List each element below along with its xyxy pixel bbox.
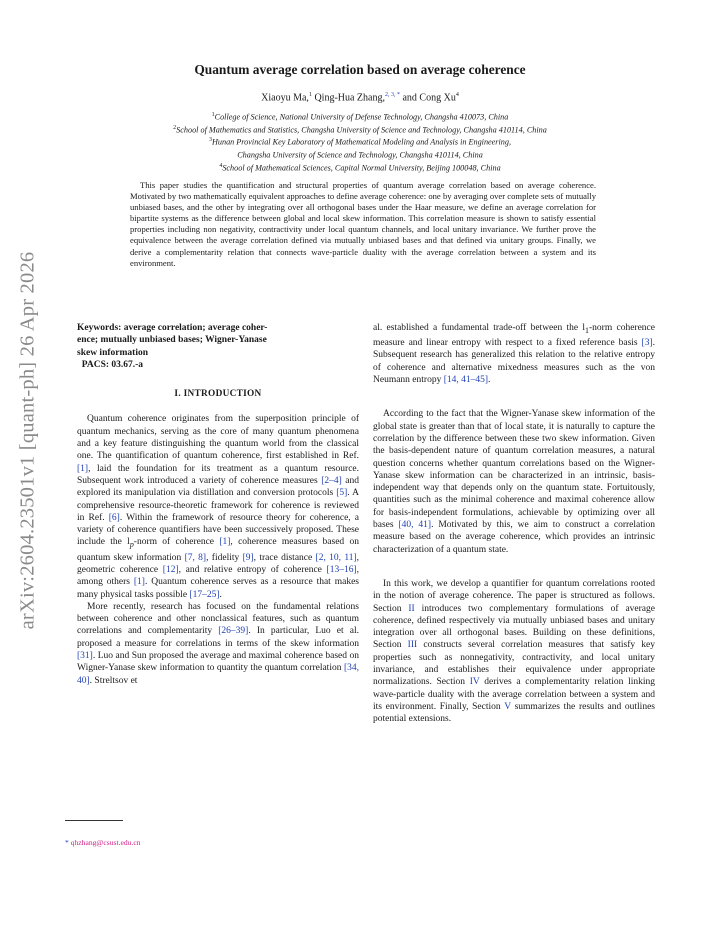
corresponding-email-link[interactable]: qhzhang@csust.edu.cn (70, 838, 141, 847)
citation-link[interactable]: [31] (77, 651, 93, 662)
author-affil-sup: 1 (308, 92, 312, 98)
intro-paragraph-5: In this work, we develop a quantifier for quantum correlations rooted in the notion of average coherence. The paper is structured as follows. Section II introduces two complementary formulations of average coherence, defined respectively via mutually unbiased bases and unitary integration over all orthogonal bases. Building on these definitions, Section III constructs several correlation measures that satisfy key properties such as nonnegativity, contractivity, and local unitary invariance, and establishes their equivalence under appropriate normalizations. Section IV derives a complementarity relation linking wave-particle duality with the average correlation between a system and its environment. Finally, Section V summarizes the results and outlines potential extensions. (373, 578, 655, 725)
citation-link[interactable]: [34, 40] (77, 663, 359, 686)
arxiv-identifier: arXiv:2604.23501v1 [quant-ph] 26 Apr 2026 (16, 251, 39, 629)
section-link[interactable]: V (504, 701, 511, 712)
citation-link[interactable]: [40, 41] (398, 520, 432, 531)
keywords-line: ence; mutually unbiased bases; Wigner-Yanase (77, 335, 267, 346)
section-heading-introduction: I. INTRODUCTION (174, 389, 262, 400)
citation-link[interactable]: [5] (336, 488, 348, 499)
citation-link[interactable]: [1] (133, 577, 145, 588)
arxiv-sidebar-stamp (6, 210, 50, 670)
citation-link[interactable]: [14, 41–45] (443, 375, 489, 386)
paper-title: Quantum average correlation based on average coherence (194, 62, 526, 77)
affiliation: $^3$Hunan Provincial Key Laboratory of Mathematical Modeling and Analysis in Engineering, (208, 137, 512, 148)
keywords-block (77, 322, 359, 371)
intro-paragraph-2: More recently, research has focused on the fundamental relations between coherence and other nonclassical features, such as quantum correlations and complementarity [26–39]. In particular, Luo et al. proposed a measure for correlations in terms of the skew information [31]. Luo and Sun proposed the average and maximal coherence based on Wigner-Yanase skew information to quantity the quantum correlation [34, 40]. Streltsov et (77, 601, 359, 686)
citation-link[interactable]: [2, 10, 11] (315, 552, 357, 563)
intro-paragraph-4: According to the fact that the Wigner-Yanase skew information of the global state is greater than that of local state, it is naturally to capture the correlation by the difference between these two skew information. Given the basis-dependent nature of quantum correlation measures, a natural question concerns whether quantum correlations based on the Wigner-Yanase skew information can be characterized in an intrinsic, basis-independent way that depends only on the quantum state. Fortuitously, quantities such as the minimal coherence and maximal coherence allow for basis-independent formulations, achievable by optimizing over all bases [40, 41]. Motivated by this, we aim to construct a correlation measure based on the average coherence, which provides an intrinsic characterization of a quantum state. (373, 409, 655, 555)
citation-link[interactable]: [13–16] (326, 564, 357, 575)
intro-paragraph-1: Quantum coherence originates from the superposition principle of quantum mechanics, serving as the core of many quantum phenomena and a key feature distinguishing the quantum world from the classical one. The quantification of quantum coherence, first established in Ref. [1], laid the foundation for its treatment as a quantum resource. Subsequent work introduced a variety of coherence measures [2–4] and explored its manipulation via distillation and conversion protocols [5]. A comprehensive resource-theoretic framework for coherence is reviewed in Ref. [6]. Within the framework of resource theory for coherence, a variety of coherence quantifiers have been successively proposed. These include the $l_p$-norm of coherence [1], coherence measures based on quantum skew information [7, 8], fidelity [9], trace distance [2, 10, 11], geometric coherence [12], and relative entropy of coherence [13–16], among others [1]. Quantum coherence serves as a resource that makes many physical tasks possible [17–25]. (77, 414, 360, 600)
affiliation: Changsha University of Science and Technology, Changsha 410114, China (237, 150, 483, 160)
citation-link[interactable]: [7, 8] (184, 552, 207, 563)
footnote-mark: * (65, 838, 69, 847)
citation-link[interactable]: [1] (77, 463, 89, 474)
affiliation: $^4$School of Mathematical Sciences, Capital Normal University, Beijing 100048, China (219, 162, 501, 173)
citation-link[interactable]: [3] (641, 338, 653, 349)
citation-link[interactable]: [26–39] (218, 626, 249, 637)
section-link[interactable]: II (408, 603, 415, 614)
citation-link[interactable]: [2–4] (321, 475, 342, 486)
affiliation-list (80, 110, 640, 174)
pacs-line: PACS: 03.67.-a (81, 359, 144, 370)
intro-paragraph-3: al. established a fundamental trade-off between the $l_1$-norm coherence measure and linear entropy with respect to a fixed reference basis [3]. Subsequent research has generalized this relation to the relative entropy of coherence and alternative mixedness measures such as the von Neumann entropy [14, 41–45]. (373, 323, 655, 386)
abstract (130, 180, 596, 269)
citation-link[interactable]: [9] (242, 552, 254, 563)
citation-link[interactable]: [12] (162, 564, 179, 575)
author-name: and Cong Xu (399, 92, 456, 104)
keywords-line: Keywords: average correlation; average coher- (77, 323, 268, 333)
abstract-text: This paper studies the quantification and structural properties of quantum average correlation based on average coherence. Motivated by two mathematically equivalent approaches to define average coherence: one by averaging over complete sets of mutually unbiased bases, and the other by integrating over all orthogonal bases under the Haar measure, we define an average correlation for bipartite systems as the difference between global and local skew information. This correlation measure is shown to satisfy essential properties including non negativity, contractivity under local quantum channels, and local unitary invariance. We further prove the equivalence between the average correlation defined via mutually unbiased bases and that defined via unitary groups. Finally, we derive a complementarity relation that connects wave-particle duality with the average correlation between a system and its environment. (130, 180, 596, 268)
author-name: Xiaoyu Ma, (261, 92, 309, 104)
section-link[interactable]: III (407, 640, 418, 651)
left-column (77, 322, 359, 687)
author-name: Qing-Hua Zhang, (311, 92, 385, 104)
author-list (100, 92, 620, 103)
affiliation: $^1$College of Science, National University of Defense Technology, Changsha 410073, China (211, 112, 509, 122)
footnote-rule (65, 820, 123, 821)
author-affil-sup[interactable]: 2, 3, * (384, 92, 400, 98)
citation-link[interactable]: [6] (108, 512, 120, 523)
footnote (65, 838, 141, 847)
keywords-line: skew information (77, 347, 148, 358)
affiliation: $^2$School of Mathematics and Statistics, Changsha University of Science and Technology, Changsha 410114, China (173, 124, 547, 135)
citation-link[interactable]: [17–25] (189, 589, 220, 600)
section-link[interactable]: IV (469, 677, 480, 688)
right-column (373, 322, 655, 726)
author-affil-sup: 4 (455, 92, 459, 98)
citation-link[interactable]: [1] (219, 537, 231, 548)
